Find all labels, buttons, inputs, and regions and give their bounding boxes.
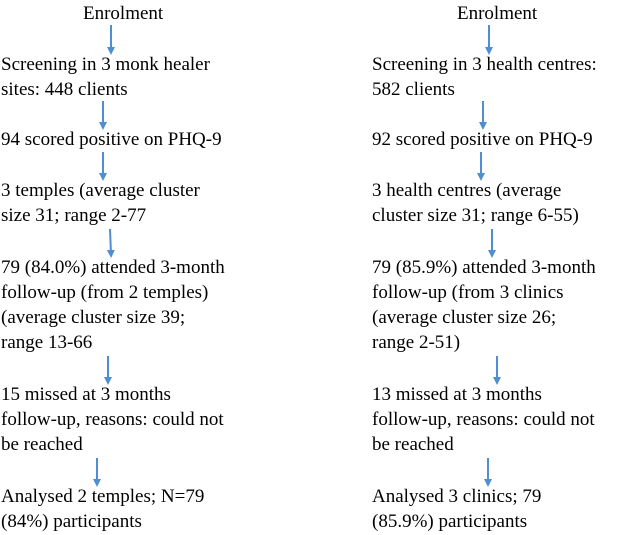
- left-step-clusters-line-2: size 31; range 2-77: [1, 205, 147, 226]
- right-step-followup-line-4: range 2-51): [372, 332, 461, 353]
- right-heading: Enrolment: [457, 3, 538, 24]
- right-step-followup: [372, 255, 596, 355]
- right-step-missed-line-3: be reached: [372, 434, 454, 455]
- right-step-screening: [372, 52, 597, 102]
- right-step-missed: [372, 382, 595, 457]
- right-step-screening-line-2: 582 clients: [372, 79, 455, 100]
- left-step-clusters-line-1: 3 temples (average cluster: [1, 180, 200, 201]
- left-step-missed-line-1: 15 missed at 3 months: [1, 384, 171, 405]
- left-step-followup-line-2: follow-up (from 2 temples): [1, 282, 209, 303]
- right-step-missed-line-1: 13 missed at 3 months: [372, 384, 542, 405]
- left-step-positive-line-1: 94 scored positive on PHQ-9: [1, 129, 222, 150]
- right-step-positive: [372, 127, 593, 152]
- left-heading: Enrolment: [83, 3, 164, 24]
- left-step-followup-line-1: 79 (84.0%) attended 3-month: [1, 257, 225, 278]
- right-step-missed-line-2: follow-up, reasons: could not: [372, 409, 595, 430]
- right-step-clusters: [372, 178, 579, 228]
- right-step-screening-line-1: Screening in 3 health centres:: [372, 54, 597, 75]
- left-step-missed-line-3: be reached: [1, 434, 83, 455]
- left-step-analysed-line-2: (84%) participants: [1, 511, 142, 532]
- right-step-followup-line-3: (average cluster size 26;: [372, 307, 557, 328]
- right-step-analysed: [372, 484, 541, 534]
- left-step-followup-line-4: range 13-66: [1, 332, 93, 353]
- right-step-followup-line-2: follow-up (from 3 clinics: [372, 282, 564, 303]
- right-step-analysed-line-1: Analysed 3 clinics; 79: [372, 486, 542, 507]
- left-step-missed-line-2: follow-up, reasons: could not: [1, 409, 224, 430]
- left-step-screening-line-1: Screening in 3 monk healer: [1, 54, 210, 75]
- right-step-clusters-line-2: cluster size 31; range 6-55): [372, 205, 579, 226]
- left-step-analysed-line-1: Analysed 2 temples; N=79: [1, 486, 205, 507]
- left-step-followup-line-3: (average cluster size 39;: [1, 307, 186, 328]
- right-step-clusters-line-1: 3 health centres (average: [372, 180, 562, 201]
- right-step-positive-line-1: 92 scored positive on PHQ-9: [372, 129, 593, 150]
- left-step-screening-line-2: sites: 448 clients: [1, 79, 128, 100]
- right-step-followup-line-1: 79 (85.9%) attended 3-month: [372, 257, 596, 278]
- right-step-analysed-line-2: (85.9%) participants: [372, 511, 528, 532]
